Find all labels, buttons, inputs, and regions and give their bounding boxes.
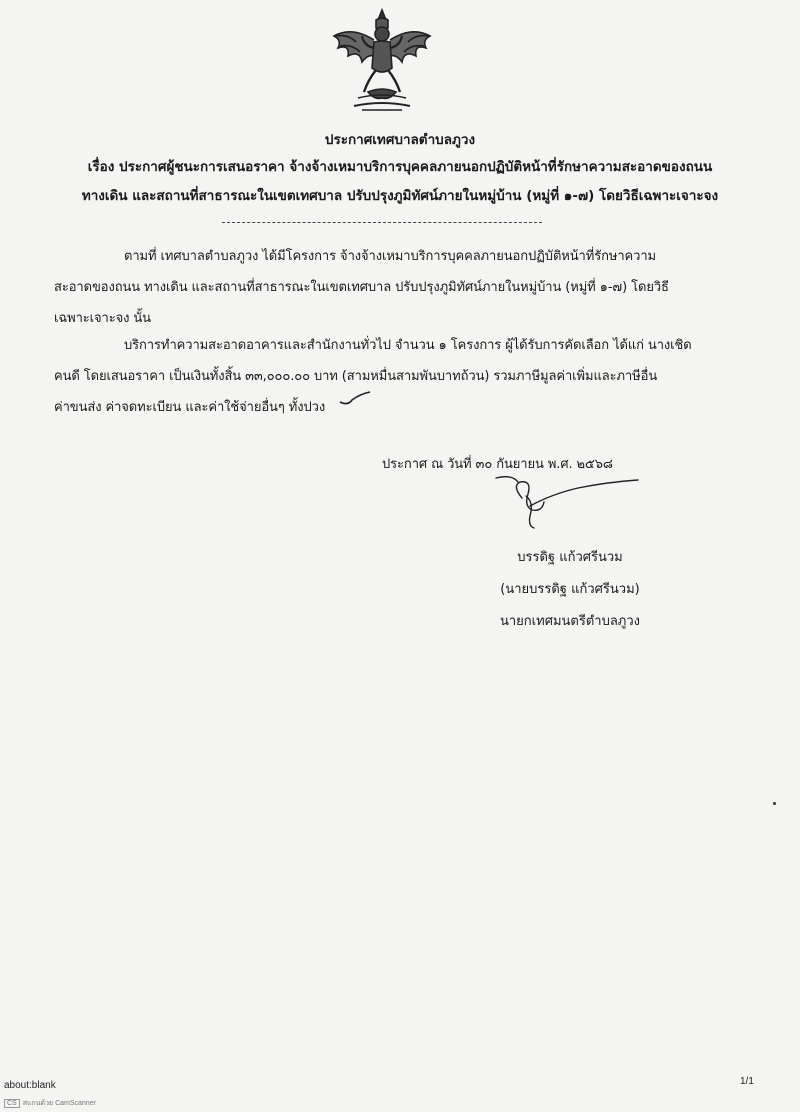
paragraph-2-line-1: บริการทำความสะอาดอาคารและสำนักงานทั่วไป จำนวน ๑ โครงการ ผู้ได้รับการคัดเลือก ได้แก่ นางเชิด xyxy=(124,338,692,353)
handwritten-tick-mark xyxy=(338,390,372,408)
announcement-date: ประกาศ ณ วันที่ ๓๐ กันยายน พ.ศ. ๒๕๖๘ xyxy=(382,457,613,472)
paragraph-2-line-2: คนดี โดยเสนอราคา เป็นเงินทั้งสิ้น ๓๓,๐๐๐.๐๐ บาท (สามหมื่นสามพันบาทถ้วน) รวมภาษีมูลค่าเพิ่มและภาษีอื่น xyxy=(54,369,658,384)
handwritten-signature xyxy=(482,476,642,536)
paragraph-1-line-2: สะอาดของถนน ทางเดิน และสถานที่สาธารณะในเขตเทศบาล ปรับปรุงภูมิทัศน์ภายในหมู่บ้าน (หมู่ที่ ๑-๗) โดยวิธี xyxy=(54,280,669,295)
paragraph-2-line-3: ค่าขนส่ง ค่าจดทะเบียน และค่าใช้จ่ายอื่นๆ ทั้งปวง xyxy=(54,400,326,415)
signatory-full-name: (นายบรรดิฐ แก้วศรีนวม) xyxy=(500,582,640,597)
signatory-position: นายกเทศมนตรีตำบลภูวง xyxy=(500,614,640,629)
organization-title: ประกาศเทศบาลตำบลภูวง xyxy=(324,132,476,148)
footer-url: about:blank xyxy=(4,1080,56,1091)
camscanner-text: สแกนด้วย CamScanner xyxy=(22,1100,96,1107)
paragraph-1-line-3: เฉพาะเจาะจง นั้น xyxy=(54,311,151,326)
subject-line-2: ทางเดิน และสถานที่สาธารณะในเขตเทศบาล ปรับปรุงภูมิทัศน์ภายในหมู่บ้าน (หมู่ที่ ๑-๗) โดยวิธีเฉพาะเจาะจง xyxy=(81,188,719,204)
scanner-watermark xyxy=(4,1098,96,1109)
paragraph-1-line-1: ตามที่ เทศบาลตำบลภูวง ได้มีโครงการ จ้างจ้างเหมาบริการบุคคลภายนอกปฏิบัติหน้าที่รักษาความ xyxy=(124,249,656,264)
subject-line-1: เรื่อง ประกาศผู้ชนะการเสนอราคา จ้างจ้างเหมาบริการบุคคลภายนอกปฏิบัติหน้าที่รักษาความสะอาดของถนน xyxy=(87,159,713,175)
garuda-emblem-icon xyxy=(328,6,436,114)
scan-speck xyxy=(773,802,776,805)
footer-page-number: 1/1 xyxy=(740,1076,754,1087)
section-divider xyxy=(222,222,542,223)
signatory-name: บรรดิฐ แก้วศรีนวม xyxy=(517,550,623,565)
camscanner-badge: CS xyxy=(4,1099,20,1108)
